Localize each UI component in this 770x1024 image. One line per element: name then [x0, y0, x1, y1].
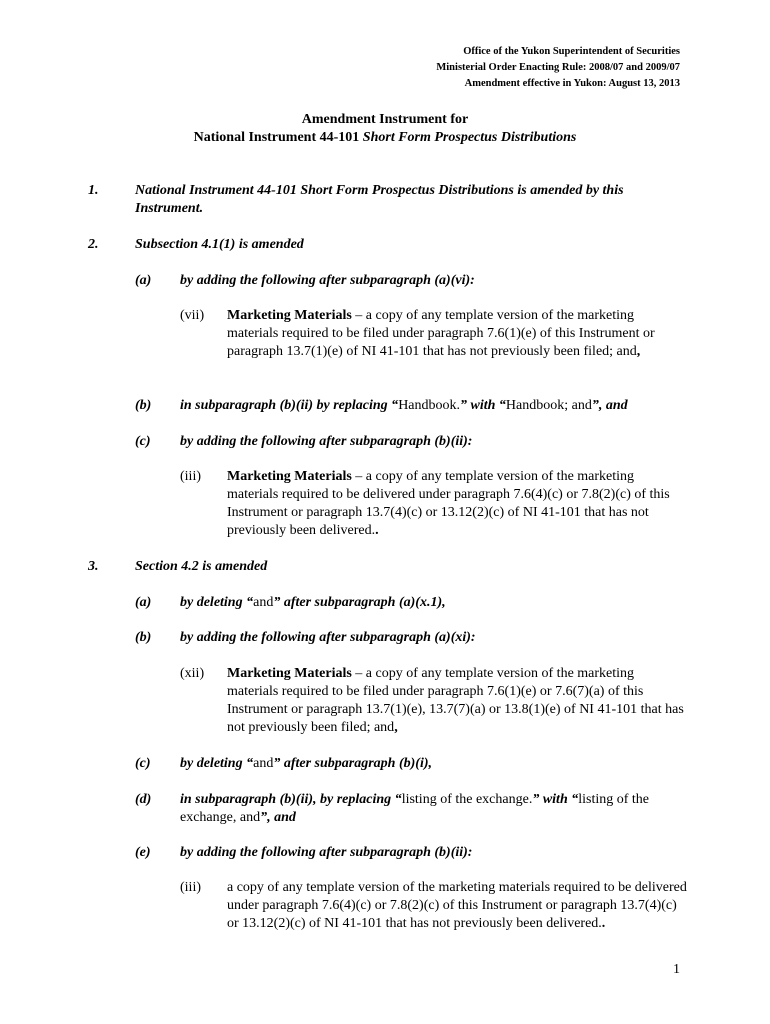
- item-2a-heading: Marketing Materials: [227, 308, 352, 323]
- item-3d-text: [180, 791, 680, 827]
- item-1-text: National Instrument 44-101 Short Form Prospectus Distributions is amended by this Instrument.: [135, 183, 624, 216]
- item-3e-paragraph: [227, 879, 687, 933]
- item-2b-text: [180, 397, 680, 415]
- item-3a-text: [180, 594, 680, 612]
- item-2b-part-1: in subparagraph (b)(ii) by replacing “: [180, 398, 399, 413]
- item-2b-quote-2: Handbook; and: [505, 398, 592, 413]
- item-3b-roman: (xii): [180, 666, 205, 681]
- header-line-1: Office of the Yukon Superintendent of Securities: [463, 46, 680, 57]
- item-3a-part-1: by deleting “: [180, 595, 254, 610]
- item-3c-text: [180, 755, 680, 773]
- item-3b-heading: Marketing Materials: [227, 666, 352, 681]
- item-3d-part-3: ”, and: [260, 810, 296, 825]
- item-2a-body: – a copy of any template version of the marketing materials required to be filed under paragraph 7.6(1)(e) of this Instrument or paragraph 13.7(1)(e) of NI 41-101 that has not previously been filed; and: [227, 308, 655, 359]
- item-2c-body: – a copy of any template version of the marketing materials required to be delivered under paragraph 7.6(4)(c) or 7.8(2)(c) of this Instrument or paragraph 13.7(4)(c) or 13.12(2)(c) of NI 41-101 that has not previously been delivered.: [227, 469, 670, 538]
- page-title: [0, 111, 770, 147]
- item-1-number: 1.: [88, 183, 99, 198]
- title-line-2: [0, 129, 770, 147]
- item-2b-part-2: ” with “: [460, 398, 506, 413]
- item-3d-letter: (d): [135, 792, 152, 807]
- item-2a-roman: (vii): [180, 308, 205, 323]
- item-3b-text: by adding the following after subparagraph (a)(xi):: [180, 630, 476, 645]
- item-2b-quote-1: Handbook.: [398, 398, 461, 413]
- item-3c-part-1: by deleting “: [180, 756, 254, 771]
- item-2a-letter: (a): [135, 273, 152, 288]
- item-3a-letter: (a): [135, 595, 152, 610]
- title-instrument: National Instrument 44-101: [193, 130, 363, 145]
- item-3c-letter: (c): [135, 756, 151, 771]
- item-3c-quote: and: [253, 756, 274, 771]
- item-2-number: 2.: [88, 237, 99, 252]
- item-2c-end: .: [375, 523, 379, 538]
- item-2b-part-3: ”, and: [591, 398, 628, 413]
- item-3-number: 3.: [88, 559, 99, 574]
- item-2a-end: ,: [636, 344, 641, 359]
- item-2a-paragraph: [227, 307, 687, 361]
- item-2c-text: by adding the following after subparagraph (b)(ii):: [180, 434, 473, 449]
- item-2c-heading: Marketing Materials: [227, 469, 352, 484]
- item-2a-text: by adding the following after subparagraph (a)(vi):: [180, 273, 475, 288]
- item-2c-paragraph: [227, 468, 687, 540]
- item-3e-letter: (e): [135, 845, 151, 860]
- item-3e-body: a copy of any template version of the marketing materials required to be delivered under paragraph 7.6(4)(c) or 7.8(2)(c) of this Instrument or paragraph 13.7(4)(c) or 13.12(2)(c) of NI 41-101 that has not previously been delivered.: [227, 880, 687, 931]
- header-line-3: Amendment effective in Yukon: August 13, 2013: [464, 78, 680, 89]
- item-3a-quote: and: [253, 595, 274, 610]
- item-2c-letter: (c): [135, 434, 151, 449]
- item-2-text: Subsection 4.1(1) is amended: [135, 237, 304, 252]
- item-3e-roman: (iii): [180, 880, 201, 895]
- page-number: 1: [673, 962, 680, 977]
- item-3a-part-2: ” after subparagraph (a)(x.1),: [273, 595, 446, 610]
- item-3-text: Section 4.2 is amended: [135, 559, 268, 574]
- item-3d-part-2: ” with “: [532, 792, 579, 807]
- item-3e-text: by adding the following after subparagraph (b)(ii):: [180, 845, 473, 860]
- item-3d-quote-1: listing of the exchange.: [401, 792, 533, 807]
- item-3b-paragraph: [227, 665, 687, 737]
- item-3d-part-1: in subparagraph (b)(ii), by replacing “: [180, 792, 402, 807]
- header-line-2: Ministerial Order Enacting Rule: 2008/07 and 2009/07: [436, 62, 680, 73]
- item-3d-quote-2: listing of the exchange, and: [180, 792, 650, 825]
- title-line-1: Amendment Instrument for: [301, 112, 469, 127]
- item-3e-end: .: [601, 916, 606, 931]
- item-2b-letter: (b): [135, 398, 152, 413]
- item-3c-part-2: ” after subparagraph (b)(i),: [273, 756, 432, 771]
- title-instrument-name: Short Form Prospectus Distributions: [362, 130, 577, 145]
- item-3b-letter: (b): [135, 630, 152, 645]
- header: [436, 44, 680, 92]
- item-3b-body: – a copy of any template version of the marketing materials required to be filed under paragraph 7.6(1)(e) or 7.6(7)(a) of this Instrument or paragraph 13.7(1)(e), 13.7(7)(a) or 13.8(1)(e) of NI 41-101 that has not previously been filed; and: [227, 666, 684, 735]
- item-2c-roman: (iii): [180, 469, 201, 484]
- item-3b-end: ,: [394, 720, 398, 735]
